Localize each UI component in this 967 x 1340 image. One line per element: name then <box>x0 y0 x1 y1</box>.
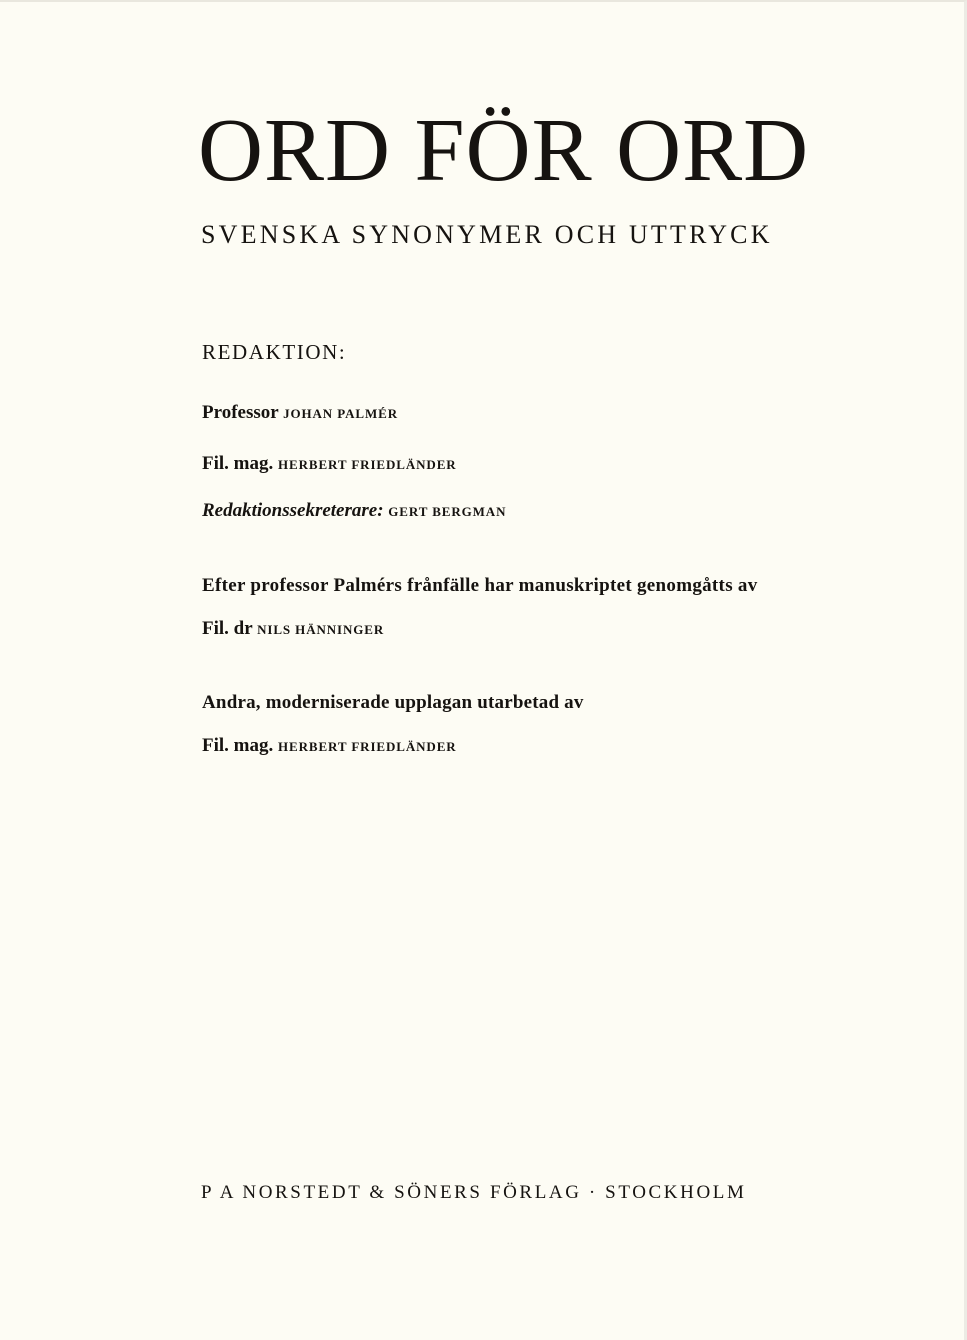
reviewer-line <box>202 618 384 640</box>
second-edition-prefix: Fil. mag. <box>202 735 274 756</box>
reviewer-prefix: Fil. dr <box>202 618 253 639</box>
editor-1-name: JOHAN PALMÉR <box>283 406 399 421</box>
publisher-line: P A NORSTEDT & SÖNERS FÖRLAG · STOCKHOLM <box>201 1182 747 1203</box>
secretary-name: GERT BERGMAN <box>388 504 507 519</box>
reviewer-name: NILS HÄNNINGER <box>257 622 385 637</box>
editor-line-1 <box>202 402 398 424</box>
editor-2-name: HERBERT FRIEDLÄNDER <box>278 457 457 472</box>
editor-2-prefix: Fil. mag. <box>202 453 274 474</box>
book-title: ORD FÖR ORD <box>198 101 810 200</box>
second-edition-name: HERBERT FRIEDLÄNDER <box>278 739 457 754</box>
review-text: Efter professor Palmérs frånfälle har manuskriptet genomgåtts av <box>202 575 758 596</box>
editor-1-prefix: Professor <box>202 402 279 423</box>
editorial-heading: REDAKTION: <box>202 340 347 364</box>
book-subtitle: SVENSKA SYNONYMER OCH UTTRYCK <box>201 220 773 249</box>
editor-line-2 <box>202 453 457 475</box>
secretary-line <box>202 500 506 522</box>
second-edition-text: Andra, moderniserade upplagan utarbetad av <box>202 692 584 713</box>
second-edition-editor-line <box>202 735 457 757</box>
secretary-role: Redaktionssekreterare: <box>202 500 384 521</box>
